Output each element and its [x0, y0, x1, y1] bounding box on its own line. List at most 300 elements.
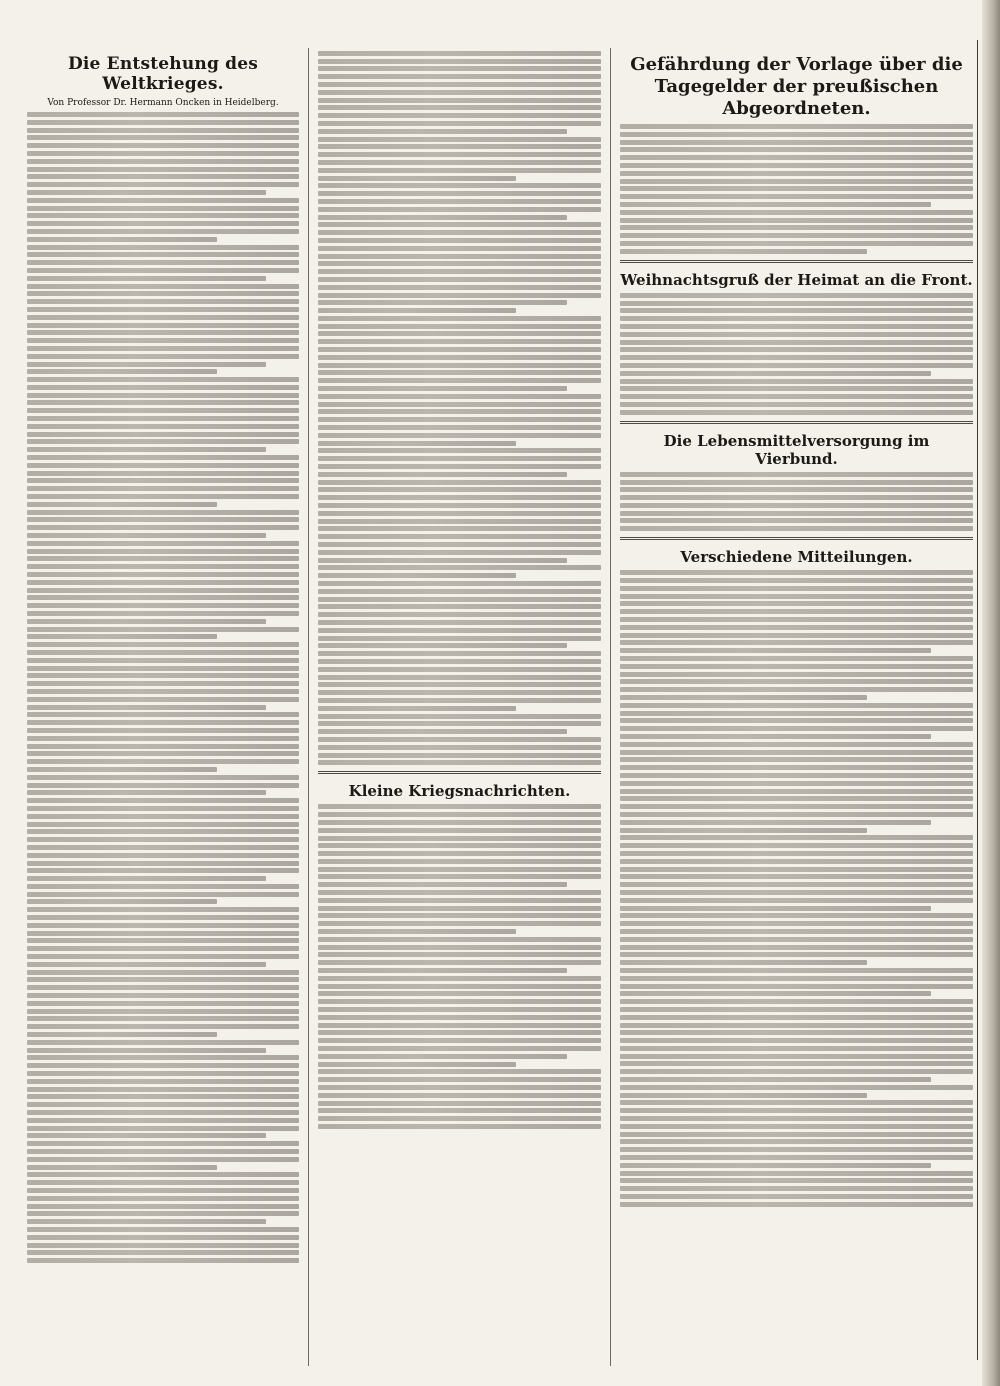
text-line [620, 882, 973, 887]
text-line [27, 299, 299, 304]
text-line [318, 433, 601, 438]
text-line [620, 586, 973, 591]
text-line [620, 672, 973, 677]
text-line [318, 378, 601, 383]
text-line [318, 984, 601, 989]
text-line [318, 1116, 601, 1121]
text-line [318, 565, 601, 570]
text-line [620, 640, 973, 645]
text-line [27, 658, 299, 663]
text-line [620, 386, 973, 391]
article-body-kleine [318, 804, 601, 1129]
text-line [27, 712, 299, 717]
text-line [318, 573, 516, 578]
section-divider [620, 537, 973, 540]
text-line [27, 182, 299, 187]
text-line [620, 194, 973, 199]
text-line [620, 147, 973, 152]
text-line [318, 269, 601, 274]
text-line [27, 408, 299, 413]
text-line [27, 1040, 299, 1045]
text-line [620, 210, 973, 215]
text-line [318, 456, 601, 461]
text-line [318, 82, 601, 87]
text-line [318, 105, 601, 110]
text-line [318, 851, 601, 856]
text-line [620, 402, 973, 407]
text-line [27, 510, 299, 515]
text-line [620, 601, 973, 606]
text-line [318, 643, 567, 648]
text-line [318, 675, 601, 680]
text-line [27, 471, 299, 476]
text-line [318, 222, 601, 227]
text-line [318, 1077, 601, 1082]
text-line [27, 1149, 299, 1154]
text-line [620, 301, 973, 306]
text-line [27, 829, 299, 834]
text-line [620, 1202, 973, 1207]
text-line [620, 1116, 973, 1121]
text-line [27, 673, 299, 678]
text-line [620, 1085, 973, 1090]
text-line [318, 402, 601, 407]
text-line [27, 268, 299, 273]
text-line [27, 1032, 217, 1037]
text-line [620, 355, 973, 360]
text-line [318, 636, 601, 641]
text-line [620, 937, 973, 942]
text-line [620, 781, 973, 786]
text-line [318, 991, 601, 996]
text-line [318, 191, 601, 196]
text-line [27, 229, 299, 234]
text-line [620, 324, 973, 329]
text-line [318, 417, 601, 422]
text-line [318, 487, 601, 492]
text-line [318, 976, 601, 981]
text-line [27, 1110, 299, 1115]
text-line [620, 171, 973, 176]
text-line [318, 90, 601, 95]
text-line [620, 929, 973, 934]
text-line [620, 726, 973, 731]
text-line [620, 202, 931, 207]
text-line [318, 1062, 516, 1067]
text-line [620, 742, 973, 747]
text-line [318, 581, 601, 586]
text-line [620, 1069, 973, 1074]
text-line [318, 511, 601, 516]
text-line [318, 620, 601, 625]
text-line [620, 1046, 973, 1051]
text-line [620, 308, 973, 313]
text-line [27, 1087, 299, 1092]
text-line [620, 371, 931, 376]
text-line [27, 416, 299, 421]
text-line [27, 1024, 299, 1029]
text-line [27, 541, 299, 546]
text-line [318, 308, 516, 313]
text-line [620, 859, 973, 864]
newspaper-page [18, 48, 982, 1366]
text-line [620, 570, 973, 575]
text-line [620, 1061, 973, 1066]
text-line [620, 812, 973, 817]
article-body-mitteilungen [620, 570, 973, 1207]
text-line [27, 666, 299, 671]
text-line [318, 370, 601, 375]
text-line [620, 1054, 973, 1059]
text-line [318, 690, 601, 695]
text-line [27, 1157, 299, 1162]
section-divider [318, 771, 601, 774]
text-line [27, 720, 299, 725]
text-line [318, 254, 601, 259]
text-line [27, 135, 299, 140]
text-line [620, 1038, 973, 1043]
text-line [27, 845, 299, 850]
text-line [27, 907, 299, 912]
text-line [318, 1054, 567, 1059]
text-line [620, 1023, 973, 1028]
text-line [27, 970, 299, 975]
text-line [27, 252, 299, 257]
text-line [318, 152, 601, 157]
text-line [318, 1015, 601, 1020]
text-line [27, 1102, 299, 1107]
text-line [27, 549, 299, 554]
text-line [27, 790, 266, 795]
text-line [620, 820, 931, 825]
text-line [27, 1211, 299, 1216]
text-line [620, 363, 973, 368]
text-line [27, 1133, 266, 1138]
text-line [27, 962, 266, 967]
text-line [318, 550, 601, 555]
text-line [27, 354, 299, 359]
text-line [27, 588, 299, 593]
text-line [620, 687, 973, 692]
text-line [27, 1009, 299, 1014]
text-line [318, 882, 567, 887]
text-line [620, 511, 973, 516]
text-line [318, 929, 516, 934]
text-line [620, 874, 973, 879]
text-line [27, 627, 299, 632]
text-line [620, 804, 973, 809]
text-line [27, 736, 299, 741]
text-line [318, 425, 601, 430]
text-line [27, 284, 299, 289]
text-line [27, 190, 266, 195]
text-line [318, 698, 601, 703]
text-line [620, 1171, 973, 1176]
text-line [318, 363, 601, 368]
text-line [27, 221, 299, 226]
text-line [318, 1101, 601, 1106]
text-line [620, 1100, 973, 1105]
page-fold-line [977, 40, 978, 1360]
text-line [318, 628, 601, 633]
text-line [27, 861, 299, 866]
text-line [318, 215, 567, 220]
text-line [318, 999, 601, 1004]
text-line [318, 324, 601, 329]
text-line [620, 1007, 973, 1012]
text-line [318, 1108, 601, 1113]
text-line [620, 179, 973, 184]
text-line [318, 1124, 601, 1129]
text-line [27, 884, 299, 889]
text-line [27, 315, 299, 320]
text-line [27, 1071, 299, 1076]
text-line [620, 124, 973, 129]
text-line [27, 705, 266, 710]
text-line [27, 1243, 299, 1248]
text-line [318, 859, 601, 864]
text-line [318, 706, 516, 711]
text-line [27, 603, 299, 608]
text-line [318, 230, 601, 235]
text-line [27, 525, 299, 530]
byline-weltkrieg: Von Professor Dr. Hermann Oncken in Heidelberg. [47, 98, 279, 108]
text-line [318, 921, 601, 926]
text-line [318, 874, 601, 879]
text-line [27, 1258, 299, 1263]
text-line [318, 503, 601, 508]
text-line [318, 890, 601, 895]
text-line [620, 1108, 973, 1113]
text-line [27, 1063, 299, 1068]
text-line [318, 160, 601, 165]
text-line [27, 1227, 299, 1232]
text-line [620, 656, 973, 661]
text-line [27, 728, 299, 733]
text-line [620, 609, 973, 614]
text-line [620, 1124, 973, 1129]
text-line [620, 503, 973, 508]
text-line [27, 385, 299, 390]
text-line [27, 798, 299, 803]
text-line [27, 424, 299, 429]
text-line [620, 332, 973, 337]
text-line [318, 207, 601, 212]
text-line [27, 400, 299, 405]
text-line [318, 199, 601, 204]
text-line [318, 59, 601, 64]
text-line [27, 650, 299, 655]
text-line [27, 977, 299, 982]
text-line [318, 945, 601, 950]
text-line [620, 773, 973, 778]
text-line [620, 999, 973, 1004]
text-line [318, 285, 601, 290]
text-line [27, 174, 299, 179]
text-line [318, 355, 601, 360]
text-line [620, 734, 931, 739]
text-line [620, 1030, 973, 1035]
text-line [620, 921, 973, 926]
headline-lebensmittel: Die Lebensmittelversorgung im Vierbund. [663, 431, 930, 468]
text-line [318, 721, 601, 726]
text-line [27, 954, 299, 959]
text-line [27, 323, 299, 328]
text-line [318, 867, 601, 872]
text-line [27, 892, 299, 897]
text-line [620, 394, 973, 399]
text-line [318, 448, 601, 453]
text-line [318, 394, 601, 399]
headline-vorlage: Gefährdung der Vorlage über die Tagegelder der preußischen Abgeordneten. [630, 54, 963, 119]
section-divider [620, 421, 973, 424]
text-line [27, 1118, 299, 1123]
text-line [27, 1235, 299, 1240]
text-line [318, 339, 601, 344]
text-line [620, 1186, 973, 1191]
text-line [27, 611, 299, 616]
text-line [318, 51, 601, 56]
text-line [318, 137, 601, 142]
text-line [318, 1093, 601, 1098]
text-line [620, 960, 867, 965]
text-line [318, 828, 601, 833]
text-line [27, 822, 299, 827]
text-line [27, 1079, 299, 1084]
text-line [27, 439, 299, 444]
text-line [27, 759, 299, 764]
article-body-continued [318, 51, 601, 766]
text-line [27, 853, 299, 858]
text-line [318, 898, 601, 903]
text-line [27, 681, 299, 686]
text-line [620, 1015, 973, 1020]
text-line [27, 330, 299, 335]
text-line [27, 128, 299, 133]
text-line [27, 556, 299, 561]
text-line [318, 682, 601, 687]
text-line [318, 74, 601, 79]
text-line [27, 775, 299, 780]
text-line [318, 519, 601, 524]
text-line [620, 594, 973, 599]
text-line [318, 472, 567, 477]
text-line [620, 526, 973, 531]
text-line [620, 679, 973, 684]
text-line [27, 1204, 299, 1209]
text-line [318, 820, 601, 825]
text-line [27, 985, 299, 990]
text-line [318, 714, 601, 719]
text-line [27, 245, 299, 250]
text-line [318, 804, 601, 809]
text-line [620, 495, 973, 500]
text-line [620, 718, 973, 723]
text-line [620, 249, 867, 254]
text-line [27, 876, 266, 881]
text-line [27, 1094, 299, 1099]
text-line [27, 993, 299, 998]
text-line [620, 518, 973, 523]
text-line [27, 837, 299, 842]
text-line [318, 409, 601, 414]
text-line [318, 729, 567, 734]
text-line [318, 937, 601, 942]
article-body-weihnachtsgruss [620, 293, 973, 415]
text-line [318, 441, 516, 446]
text-line [27, 767, 217, 772]
text-line [27, 432, 299, 437]
text-line [620, 163, 973, 168]
text-line [27, 455, 299, 460]
text-line [318, 589, 601, 594]
text-line [318, 843, 601, 848]
text-line [620, 796, 973, 801]
text-line [318, 745, 601, 750]
text-line [27, 580, 299, 585]
headline-weihnachtsgruss: Weihnachtsgruß der Heimat an die Front. [620, 270, 973, 289]
text-line [620, 835, 973, 840]
text-line [27, 923, 299, 928]
article-body-vorlage [620, 124, 973, 254]
text-line [620, 625, 973, 630]
text-line [27, 447, 266, 452]
text-line [318, 331, 601, 336]
text-line [318, 659, 601, 664]
text-line [27, 1196, 299, 1201]
headline-weltkrieg: Die Entstehung des Weltkrieges. [67, 54, 259, 94]
text-line [27, 814, 299, 819]
text-line [620, 843, 973, 848]
text-line [620, 233, 973, 238]
text-line [620, 633, 973, 638]
text-line [620, 968, 973, 973]
text-line [318, 1007, 601, 1012]
text-line [620, 664, 973, 669]
text-line [27, 783, 299, 788]
text-line [27, 564, 299, 569]
text-line [318, 277, 601, 282]
text-line [27, 595, 299, 600]
text-line [620, 1132, 973, 1137]
text-line [27, 213, 299, 218]
text-line [318, 812, 601, 817]
text-line [620, 976, 973, 981]
article-body-weltkrieg [27, 112, 299, 1263]
page-edge [982, 0, 1000, 1386]
text-line [27, 502, 217, 507]
column-3 [610, 48, 982, 1366]
text-line [318, 464, 601, 469]
text-line [27, 1219, 266, 1224]
text-line [27, 868, 299, 873]
text-line [27, 806, 299, 811]
text-line [27, 237, 217, 242]
text-line [27, 1055, 299, 1060]
text-line [318, 113, 601, 118]
text-line [620, 945, 973, 950]
text-line [318, 952, 601, 957]
text-line [620, 984, 973, 989]
text-line [620, 913, 973, 918]
text-line [620, 906, 931, 911]
section-divider [620, 260, 973, 263]
text-line [620, 1139, 973, 1144]
text-line [620, 487, 973, 492]
text-line [27, 1048, 266, 1053]
text-line [620, 316, 973, 321]
text-line [318, 1023, 601, 1028]
